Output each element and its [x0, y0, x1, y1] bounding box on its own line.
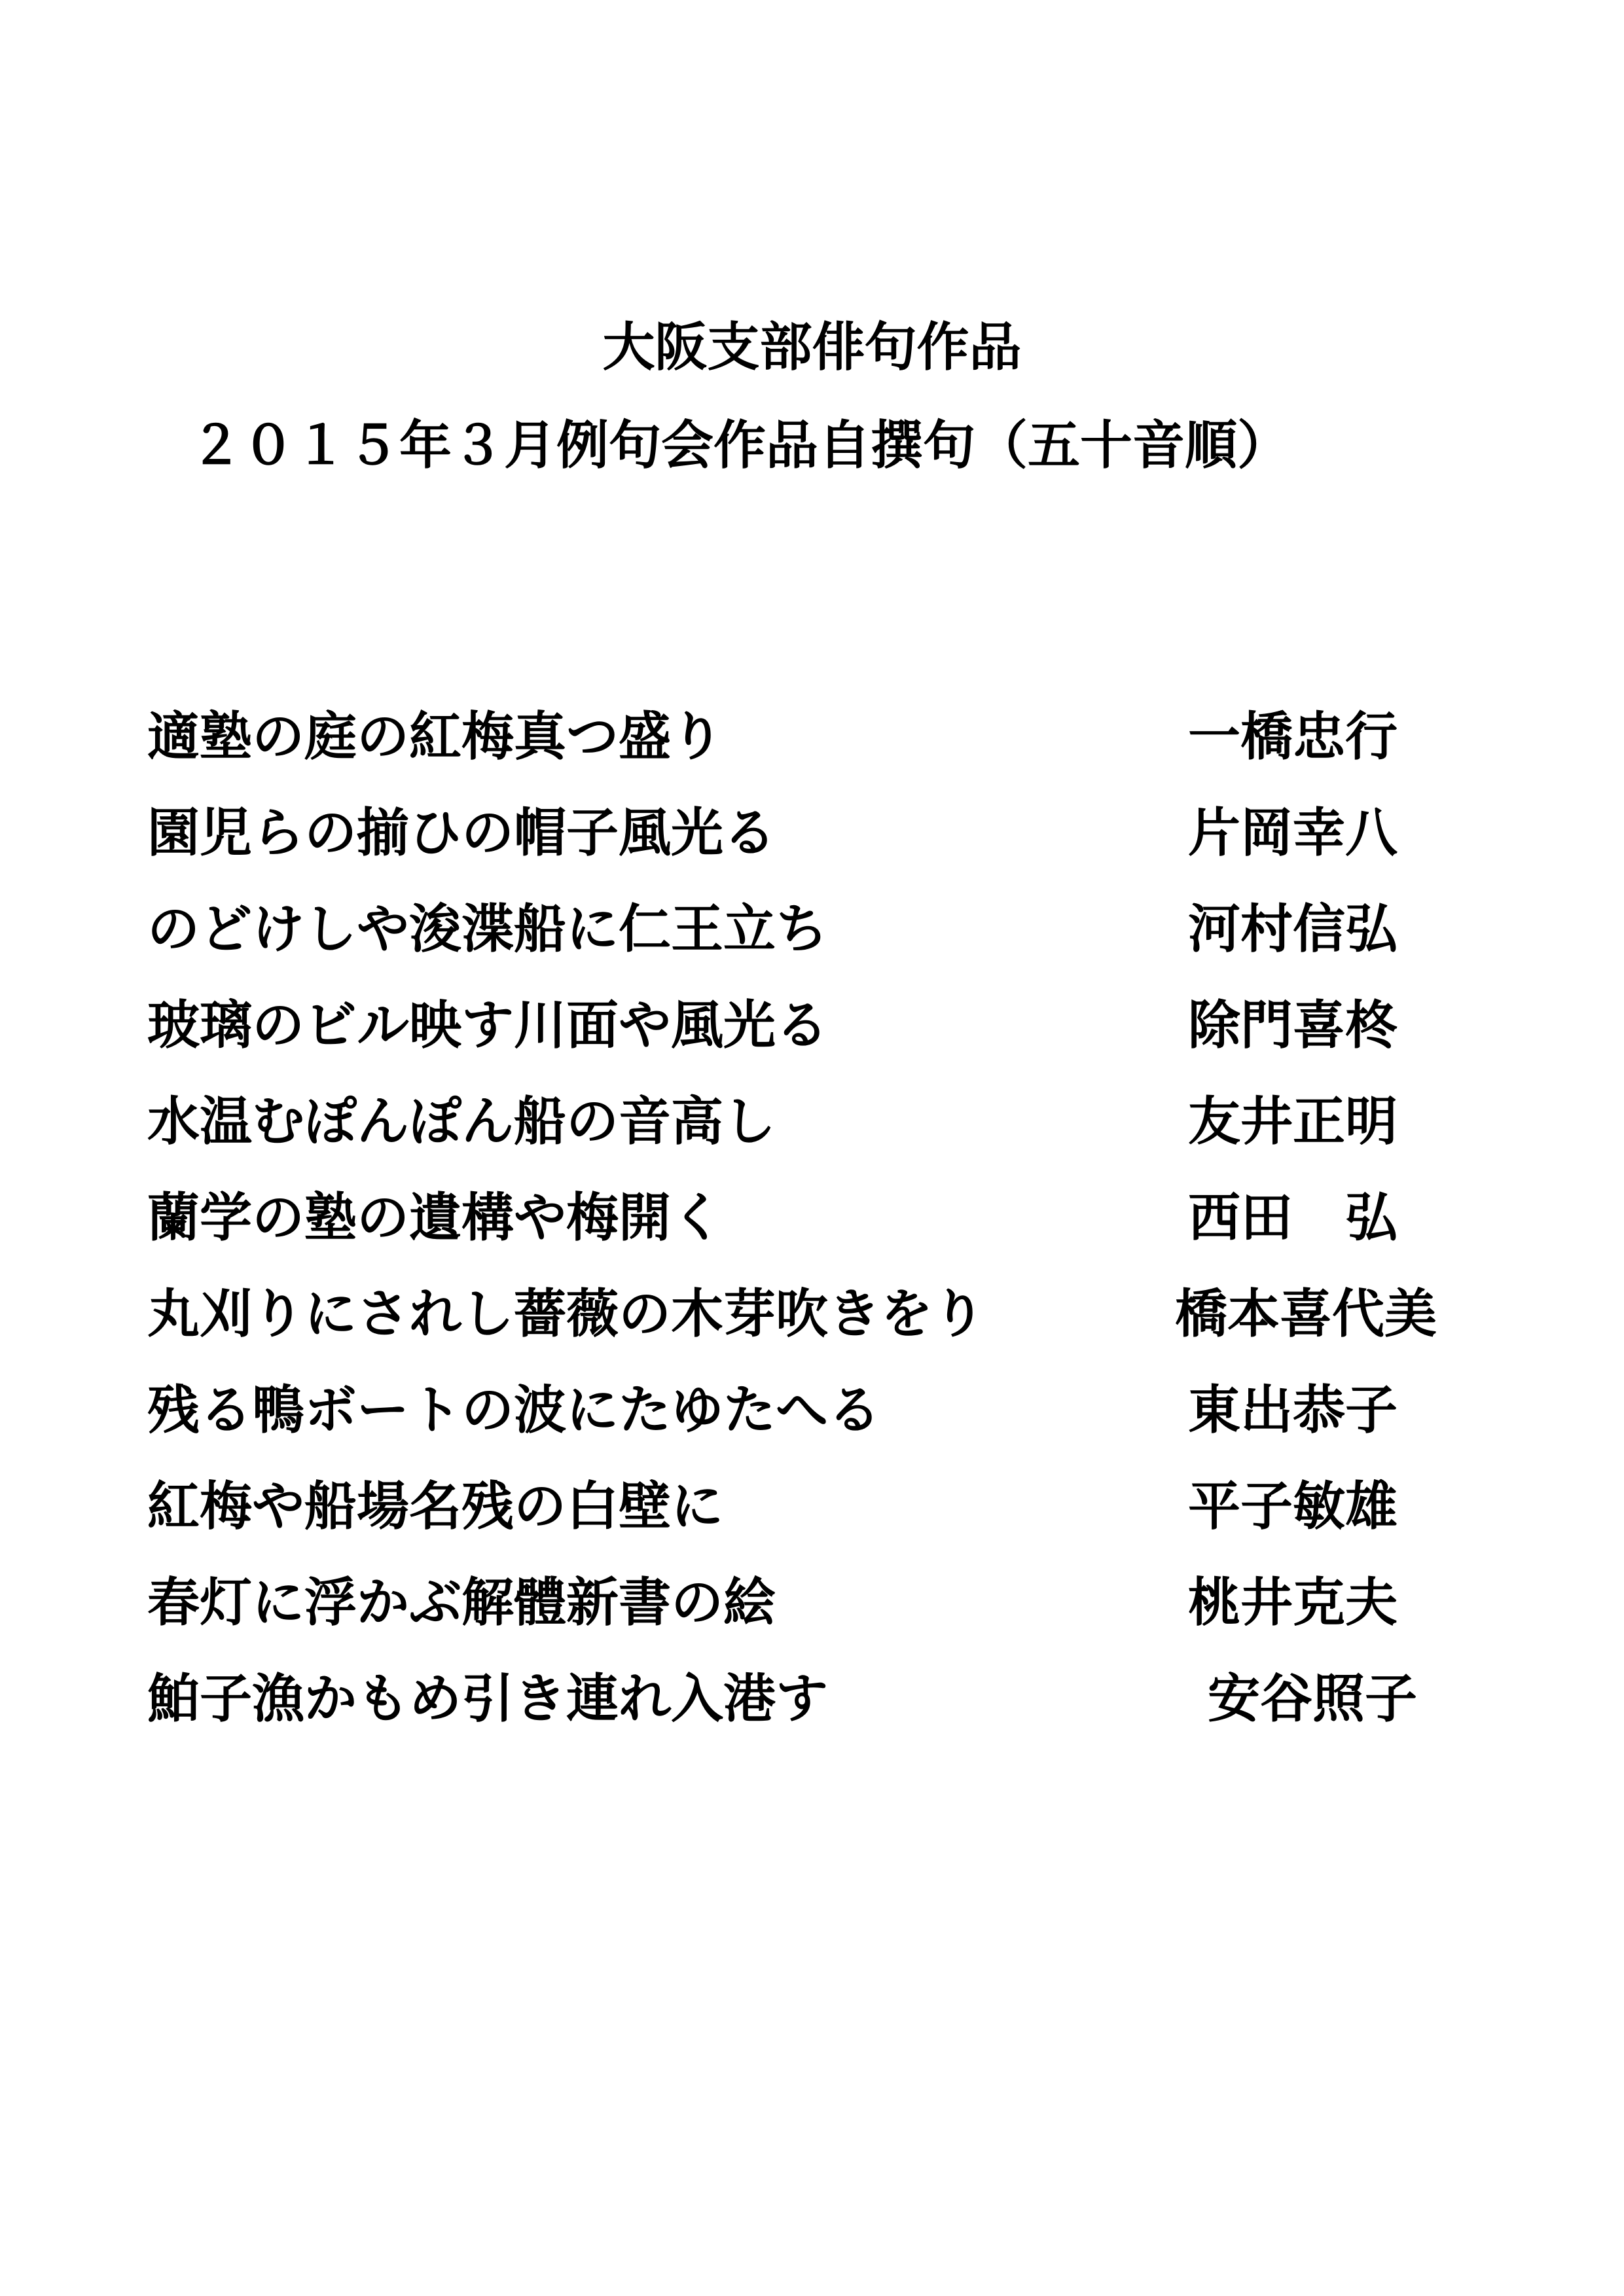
- author-name: 西田 弘: [1188, 1187, 1398, 1248]
- author-name: 橋本喜代美: [1175, 1283, 1437, 1344]
- list-item: [147, 1374, 1509, 1470]
- haiku-text: 玻璃のビル映す川面や風光る: [147, 994, 828, 1056]
- author-name: 安谷照子: [1208, 1668, 1417, 1729]
- author-name: 除門喜柊: [1188, 994, 1398, 1056]
- page-subtitle: ２０１５年３月例句会作品自撰句（五十音順）: [190, 414, 1290, 476]
- haiku-text: 水温むぽんぽん船の音高し: [147, 1090, 776, 1152]
- page-title: 大阪支部俳句作品: [602, 316, 1022, 378]
- list-item: [147, 1181, 1509, 1278]
- list-item: [147, 989, 1509, 1085]
- haiku-text: 園児らの揃ひの帽子風光る: [147, 802, 776, 863]
- author-name: 平子敏雄: [1188, 1475, 1398, 1537]
- haiku-text: 鮊子漁かもめ引き連れ入港す: [147, 1668, 828, 1729]
- list-item: [147, 1085, 1509, 1181]
- haiku-text: 残る鴨ボートの波にたゆたへる: [147, 1379, 880, 1441]
- haiku-text: 蘭学の塾の遺構や梅開く: [147, 1187, 723, 1248]
- haiku-text: 紅梅や船場名残の白壁に: [147, 1475, 723, 1537]
- list-item: [147, 1566, 1509, 1662]
- haiku-list: [147, 700, 1509, 1759]
- author-name: 東出恭子: [1188, 1379, 1398, 1441]
- haiku-text: のどけしや浚渫船に仁王立ち: [147, 898, 828, 960]
- list-item: [147, 1470, 1509, 1566]
- list-item: [147, 1278, 1509, 1374]
- author-name: 桃井克夫: [1188, 1571, 1398, 1633]
- haiku-text: 適塾の庭の紅梅真つ盛り: [147, 706, 723, 767]
- list-item: [147, 797, 1509, 893]
- author-name: 一橋忠行: [1188, 706, 1398, 767]
- author-name: 友井正明: [1188, 1090, 1398, 1152]
- haiku-text: 春灯に浮かぶ解體新書の絵: [147, 1571, 776, 1633]
- author-name: 河村信弘: [1188, 898, 1398, 960]
- list-item: [147, 893, 1509, 989]
- list-item: [147, 700, 1509, 797]
- haiku-text: 丸刈りにされし薔薇の木芽吹きをり: [147, 1283, 985, 1344]
- list-item: [147, 1662, 1509, 1759]
- author-name: 片岡幸八: [1188, 802, 1398, 863]
